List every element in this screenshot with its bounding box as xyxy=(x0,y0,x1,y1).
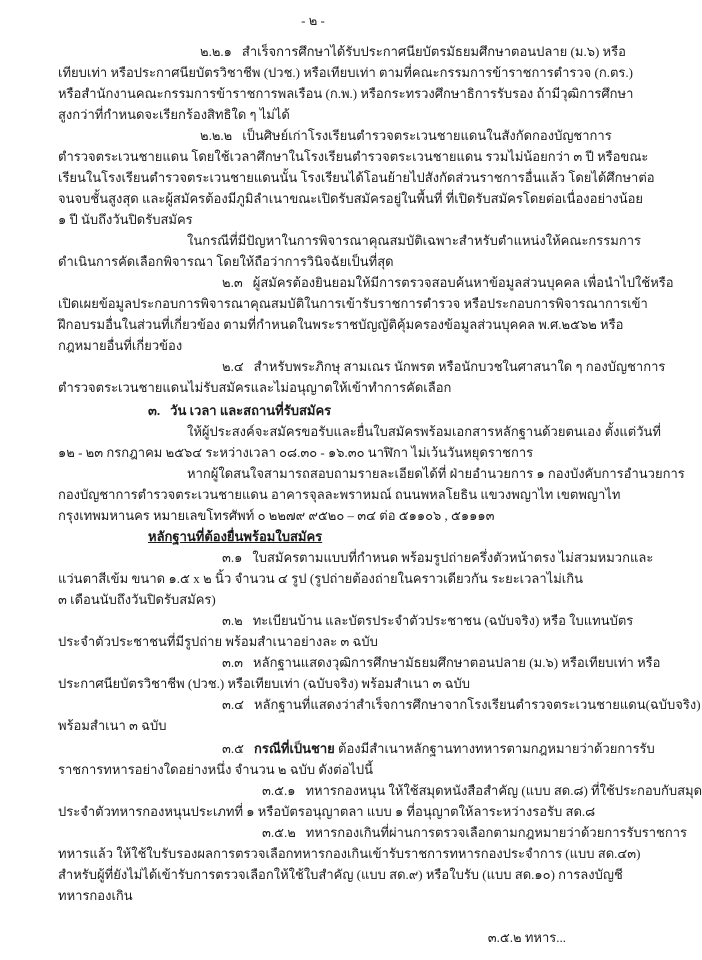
line-text: กองบัญชาการตำรวจตระเวนชายแดน อาคารจุลละพราหมณ์ ถนนพหลโยธิน แขวงพญาไท เขตพญาไท xyxy=(58,487,621,502)
text-line xyxy=(58,209,583,230)
line-text: ฝึกอบรมอื่นในส่วนที่เกี่ยวข้อง ตามที่กำหนดในพระราชบัญญัติคุ้มครองข้อมูลส่วนบุคคล พ.ศ.๒๕๖๒ หรือ xyxy=(58,317,624,332)
text-line xyxy=(58,83,634,104)
paragraph xyxy=(58,41,634,125)
paragraph xyxy=(58,230,641,272)
line-text: ต้องมีสำเนาหลักฐานทางทหารตามกฎหมายว่าด้วยการรับ xyxy=(338,741,655,756)
paragraph xyxy=(58,463,685,526)
line-text: จนจบชั้นสูงสุด และผู้สมัครต้องมีภูมิลำเนาขณะเปิดรับสมัครอยู่ในพื้นที่ ที่เปิดรับสมัครโดยต่อเนื่องอย่างน้อย xyxy=(58,191,644,206)
line-text: หากผู้ใดสนใจสามารถสอบถามรายละเอียดได้ที่ ฝ่ายอำนวยการ ๑ กองบังคับการอำนวยการ xyxy=(187,466,685,481)
text-line xyxy=(58,631,583,652)
text-line xyxy=(58,146,649,167)
paragraph xyxy=(58,421,661,463)
text-line xyxy=(58,568,583,589)
line-text: เป็นศิษย์เก่าโรงเรียนตำรวจตระเวนชายแดนในสังกัดกองบัญชาการ xyxy=(242,128,612,143)
text-line xyxy=(58,885,583,906)
line-text: ตำรวจตระเวนชายแดน โดยใช้เวลาศึกษาในโรงเรียนตำรวจตระเวนชายแดน รวมไม่น้อยกว่า ๓ ปี หรือขณะ xyxy=(58,149,649,164)
text-line xyxy=(58,314,624,335)
text-line xyxy=(58,505,583,526)
line-text: กฎหมายอื่นที่เกี่ยวข้อง xyxy=(58,338,183,353)
text-line xyxy=(58,62,633,83)
text-line xyxy=(58,864,623,885)
paragraph xyxy=(58,547,654,610)
item-number: ๒.๓ xyxy=(222,275,243,290)
text-line xyxy=(58,356,666,377)
line-text: พร้อมสำเนา ๓ ฉบับ xyxy=(58,718,167,733)
item-number: ๓.๕ xyxy=(222,741,244,756)
text-line xyxy=(58,801,596,822)
item-number: ๓.๕.๒ xyxy=(262,825,296,840)
item-number: ๓.๕.๑ xyxy=(262,783,296,798)
line-text: หลักฐานแสดงวุฒิการศึกษามัธยมศึกษาตอนปลาย (ม.๖) หรือเทียบเท่า หรือ xyxy=(253,655,661,670)
text-line xyxy=(58,230,641,251)
paragraph xyxy=(58,694,701,736)
text-line xyxy=(58,167,655,188)
item-number: ๓.๒ xyxy=(222,613,243,628)
item-number: ๓.๔ xyxy=(222,697,244,712)
line-text: วัน เวลา และสถานที่รับสมัคร xyxy=(170,403,332,418)
text-line xyxy=(58,421,661,442)
paragraph xyxy=(58,272,674,356)
text-line xyxy=(58,484,621,505)
line-text: ๑๒ - ๒๓ กรกฎาคม ๒๕๖๔ ระหว่างเวลา ๐๘.๓๐ - ๑๖.๓๐ นาฬิกา ไม่เว้นวันหยุดราชการ xyxy=(58,445,534,460)
paragraph xyxy=(58,610,634,652)
line-text: หลักฐานที่แสดงว่าสำเร็จการศึกษาจากโรงเรียนตำรวจตระเวนชายแดน(ฉบับจริง) xyxy=(253,697,701,712)
line-text: ในกรณีที่มีปัญหาในการพิจารณาคุณสมบัติเฉพาะสำหรับตำแหน่งให้คณะกรรมการ xyxy=(187,233,641,248)
bold-lead-text: กรณีที่เป็นชาย xyxy=(253,741,335,756)
text-line xyxy=(58,694,701,715)
line-text: ทะเบียนบ้าน และบัตรประจำตัวประชาชน (ฉบับจริง) หรือ ใบแทนบัตร xyxy=(252,613,634,628)
text-line xyxy=(58,272,674,293)
line-text: ทหารกองเกิน xyxy=(58,888,133,903)
text-line xyxy=(58,41,626,62)
text-line xyxy=(58,843,641,864)
text-line xyxy=(58,400,583,421)
line-text: ใบสมัครตามแบบที่กำหนด พร้อมรูปถ่ายครึ่งตัวหน้าตรง ไม่สวมหมวกและ xyxy=(252,550,654,565)
line-text: ทหารกองเกินที่ผ่านการตรวจเลือกตามกฎหมายว่าด้วยการรับราชการ xyxy=(305,825,687,840)
item-number: ๓.๑ xyxy=(222,550,243,565)
paragraph xyxy=(58,356,666,398)
item-number: ๒.๒.๑ xyxy=(200,44,232,59)
line-text: ๑ ปี นับถึงวันปิดรับสมัคร xyxy=(58,212,193,227)
text-line xyxy=(58,463,685,484)
item-number: ๓. xyxy=(148,403,161,418)
paragraph xyxy=(58,822,687,906)
subsection-heading xyxy=(58,526,583,547)
line-text: กรุงเทพมหานคร หมายเลขโทรศัพท์ ๐ ๒๒๗๙ ๙๕๒๐ – ๓๔ ต่อ ๕๑๑๐๖ , ๕๑๑๑๓ xyxy=(58,508,495,523)
line-text: สูงกว่าที่กำหนดจะเรียกร้องสิทธิใด ๆ ไม่ได้ xyxy=(58,107,290,122)
text-line xyxy=(58,738,655,759)
item-number: ๓.๓ xyxy=(222,655,244,670)
line-text: ผู้สมัครต้องยินยอมให้มีการตรวจสอบค้นหาข้อมูลส่วนบุคคล เพื่อนำไปใช้หรือ xyxy=(252,275,674,290)
line-text: ให้ผู้ประสงค์จะสมัครขอรับและยื่นใบสมัครพร้อมเอกสารหลักฐานด้วยตนเอง ตั้งแต่วันที่ xyxy=(187,424,661,439)
line-text: ดำเนินการคัดเลือกพิจารณา โดยให้ถือว่าการวินิจฉัยเป็นที่สุด xyxy=(58,254,394,269)
text-line xyxy=(58,442,583,463)
paragraph xyxy=(58,125,655,230)
line-text: แว่นตาสีเข้ม ขนาด ๑.๕ x ๒ นิ้ว จำนวน ๔ รูป (รูปถ่ายต้องถ่ายในคราวเดียวกัน ระยะเวลาไม่เกิน xyxy=(58,571,583,586)
text-line xyxy=(58,335,583,356)
line-text: หลักฐานที่ต้องยื่นพร้อมใบสมัคร xyxy=(148,529,323,544)
text-line xyxy=(58,188,644,209)
paragraph xyxy=(58,652,661,694)
text-line xyxy=(58,610,634,631)
text-line xyxy=(58,526,583,547)
line-text: สำหรับพระภิกษุ สามเณร นักพรต หรือนักบวชในศาสนาใด ๆ กองบัญชาการ xyxy=(253,359,666,374)
paragraph xyxy=(58,738,655,780)
line-text: สำเร็จการศึกษาได้รับประกาศนียบัตรมัธยมศึกษาตอนปลาย (ม.๖) หรือ xyxy=(241,44,626,59)
page-number: - ๒ - xyxy=(301,13,325,28)
document-body xyxy=(58,41,702,906)
text-line xyxy=(58,759,583,780)
line-text: ประกาศนียบัตรวิชาชีพ (ปวช.) หรือเทียบเท่า (ฉบับจริง) พร้อมสำเนา ๓ ฉบับ xyxy=(58,676,470,691)
line-text: ประจำตัวประชาชนที่มีรูปถ่าย พร้อมสำเนาอย่างละ ๓ ฉบับ xyxy=(58,634,378,649)
item-number: ๒.๒.๒ xyxy=(200,128,233,143)
line-text: ตำรวจตระเวนชายแดนไม่รับสมัครและไม่อนุญาตให้เข้าทำการคัดเลือก xyxy=(58,380,452,395)
line-text: สำหรับผู้ที่ยังไม่ได้เข้ารับการตรวจเลือกให้ใช้ใบสำคัญ (แบบ สด.๙) หรือใบรับ (แบบ สด.๑๐) การลงบัญชี xyxy=(58,867,623,882)
line-text: ทหารกองหนุน ให้ใช้สมุดหนังสือสำคัญ (แบบ สด.๘) ที่ใช้ประกอบกับสมุด xyxy=(305,783,702,798)
text-line xyxy=(58,715,583,736)
text-line xyxy=(58,293,648,314)
text-line xyxy=(58,780,702,801)
line-text: เปิดเผยข้อมูลประกอบการพิจารณาคุณสมบัติในการเข้ารับราชการตำรวจ หรือประกอบการพิจารณาการเข้า xyxy=(58,296,648,311)
line-text: ราชการทหารอย่างใดอย่างหนึ่ง จำนวน ๒ ฉบับ ดังต่อไปนี้ xyxy=(58,762,374,777)
text-line xyxy=(58,104,583,125)
text-line xyxy=(58,377,583,398)
text-line xyxy=(58,589,583,610)
text-line xyxy=(58,251,583,272)
line-text: เรียนในโรงเรียนตำรวจตระเวนชายแดนนั้น โรงเรียนได้โอนย้ายไปสังกัดส่วนราชการอื่นแล้ว โดยได้ศึกษาต่อ xyxy=(58,170,655,185)
section-heading xyxy=(58,400,583,421)
line-text: ทหารแล้ว ให้ใช้ใบรับรองผลการตรวจเลือกทหารกองเกินเข้ารับราชการทหารกองประจำการ (แบบ สด.๔๓) xyxy=(58,846,641,861)
line-text: หรือสำนักงานคณะกรรมการข้าราชการพลเรือน (ก.พ.) หรือกระทรวงศึกษาธิการรับรอง ถ้ามีวุฒิการศึกษา xyxy=(58,86,634,101)
item-number: ๒.๔ xyxy=(222,359,244,374)
text-line xyxy=(58,673,583,694)
line-text: ประจำตัวทหารกองหนุนประเภทที่ ๑ หรือบัตรอนุญาตลา แบบ ๑ ที่อนุญาตให้ลาระหว่างรอรับ สด.๘ xyxy=(58,804,596,819)
line-text: เทียบเท่า หรือประกาศนียบัตรวิชาชีพ (ปวช.) หรือเทียบเท่า ตามที่คณะกรรมการข้าราชการตำรวจ (ก.ตร.) xyxy=(58,65,633,80)
text-line xyxy=(58,822,687,843)
text-line xyxy=(58,652,661,673)
paragraph xyxy=(58,780,702,822)
text-line xyxy=(58,125,612,146)
text-line xyxy=(58,547,654,568)
continuation-note: ๓.๕.๒ ทหาร... xyxy=(487,930,566,945)
line-text: ๓ เดือนนับถึงวันปิดรับสมัคร) xyxy=(58,592,216,607)
